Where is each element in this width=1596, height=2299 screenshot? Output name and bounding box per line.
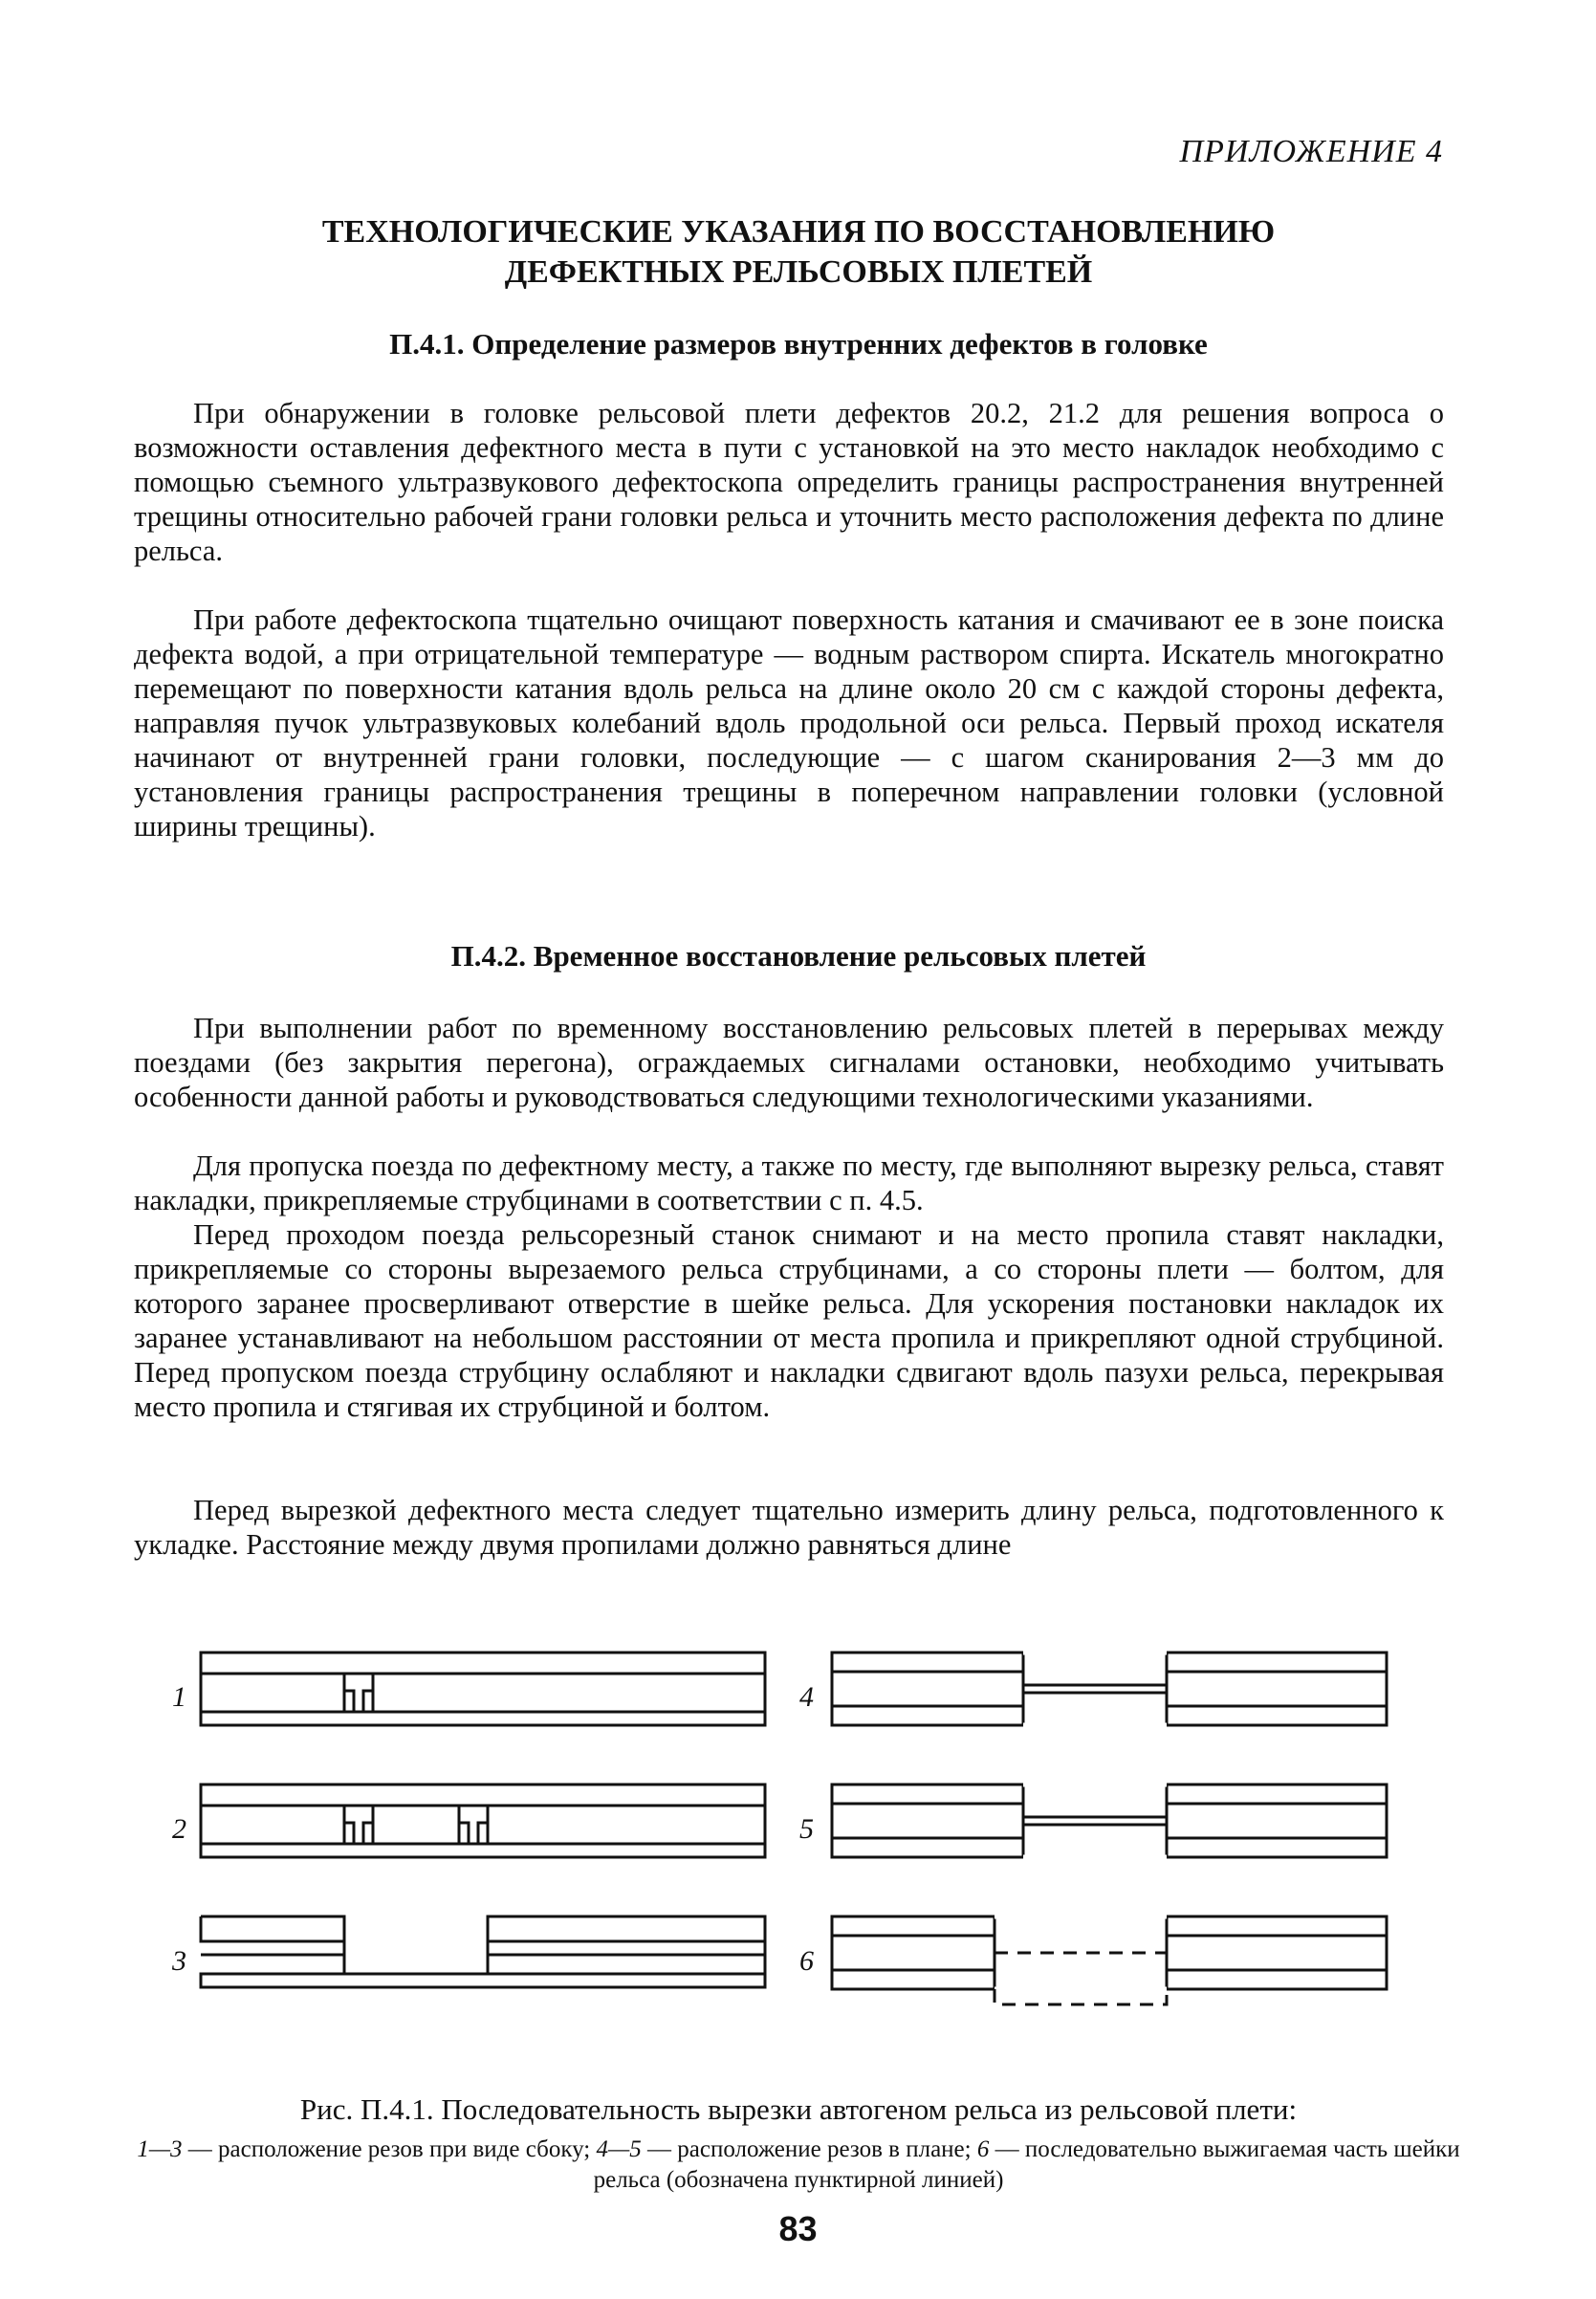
diagram-6-dashed-web: [832, 1916, 1387, 2004]
diagram-3-side-removed-section: [201, 1916, 765, 1987]
title-line-2: ДЕФЕКТНЫХ РЕЛЬСОВЫХ ПЛЕТЕЙ: [504, 254, 1093, 290]
figure-label-5: 5: [799, 1813, 814, 1845]
figure-caption: Рис. П.4.1. Последовательность вырезки автогеном рельса из рельсовой плети:: [299, 2092, 1298, 2126]
appendix-label: ПРИЛОЖЕНИЕ 4: [1179, 134, 1443, 169]
diagram-4-plan-view: [832, 1653, 1387, 1725]
document-title: [134, 212, 1463, 293]
rail-diagrams: [172, 1643, 1415, 2025]
figure-label-3: 3: [172, 1945, 186, 1977]
legend-range-2: 4—5: [596, 2136, 642, 2162]
legend-text-3: — последовательно выжигаемая часть шейки рельса (обозначена пунктирной линией): [593, 2136, 1460, 2193]
section-2-paragraph: Для пропуска поезда по дефектному месту, а также по месту, где выполняют вырезку рельса, ставят накладки, прикрепляемые струбцинами в соответствии с п. 4.5.: [134, 1150, 1444, 1216]
legend-text-2: — расположение резов в плане;: [641, 2136, 977, 2162]
legend-range-1: 1—3: [137, 2136, 183, 2162]
section-1-paragraph: При обнаружении в головке рельсовой плети дефектов 20.2, 21.2 для решения вопроса о возможности оставления дефектного места в пути с установкой на это место накладок необходимо с помощью съемного ультразвукового дефектоскопа определить границы распространения внутренней трещины относительно рабочей грани головки рельса и уточнить место расположения дефекта по длине рельса.: [134, 397, 1444, 567]
section-2-heading: П.4.2. Временное восстановление рельсовых плетей: [450, 939, 1147, 973]
section-2-paragraph: При выполнении работ по временному восстановлению рельсовых плетей в перерывах между поездами (без закрытия перегона), ограждаемых сигналами остановки, необходимо учитывать особенности данной работы и руководствоваться следующими технологическими указаниями.: [134, 1012, 1444, 1113]
page-number: 83: [778, 2209, 818, 2248]
figure-legend: [124, 2135, 1473, 2196]
legend-text-1: — расположение резов при виде сбоку;: [182, 2136, 597, 2162]
rail-cutting-figure: [172, 1643, 1415, 2025]
figure-label-4: 4: [799, 1681, 814, 1713]
section-2-paragraph: Перед вырезкой дефектного места следует тщательно измерить длину рельса, подготовленного к укладке. Расстояние между двумя пропилами должно равняться длине: [134, 1494, 1444, 1561]
section-2-paragraph: Перед проходом поезда рельсорезный станок снимают и на место пропила ставят накладки, прикрепляемые со стороны вырезаемого рельса струбцинами, а со стороны плети — болтом, для которого заранее просверливают отверстие в шейке рельса. Для ускорения постановки накладок их заранее устанавливают на небольшом расстоянии от места пропила и прикрепляют одной струбциной. Перед пропуском поезда струбцину ослабляют и накладки сдвигают вдоль пазухи рельса, перекрывая место пропила и стягивая их струбциной и болтом.: [134, 1218, 1444, 1423]
legend-range-3: 6: [976, 2136, 990, 2162]
section-1-heading: П.4.1. Определение размеров внутренних дефектов в головке: [389, 327, 1208, 361]
figure-label-1: 1: [172, 1681, 186, 1713]
title-line-1: ТЕХНОЛОГИЧЕСКИЕ УКАЗАНИЯ ПО ВОССТАНОВЛЕНИЮ: [321, 214, 1276, 250]
diagram-5-plan-view: [832, 1784, 1387, 1857]
diagram-2-side-two-cuts: [201, 1784, 765, 1857]
diagram-1-side-single-cut: [201, 1653, 765, 1725]
figure-label-2: 2: [172, 1813, 186, 1845]
section-1-paragraph: При работе дефектоскопа тщательно очищают поверхность катания и смачивают ее в зоне поиска дефекта водой, а при отрицательной температуре — водным раствором спирта. Искатель многократно перемещают по поверхности катания вдоль рельса на длине около 20 см с каждой стороны дефекта, направляя пучок ультразвуковых колебаний вдоль продольной оси рельса. Первый проход искателя начинают от внутренней грани головки, последующие — с шагом сканирования 2—3 мм до установления границы распространения трещины в поперечном направлении головки (условной ширины трещины).: [134, 603, 1444, 843]
figure-label-6: 6: [799, 1945, 814, 1977]
